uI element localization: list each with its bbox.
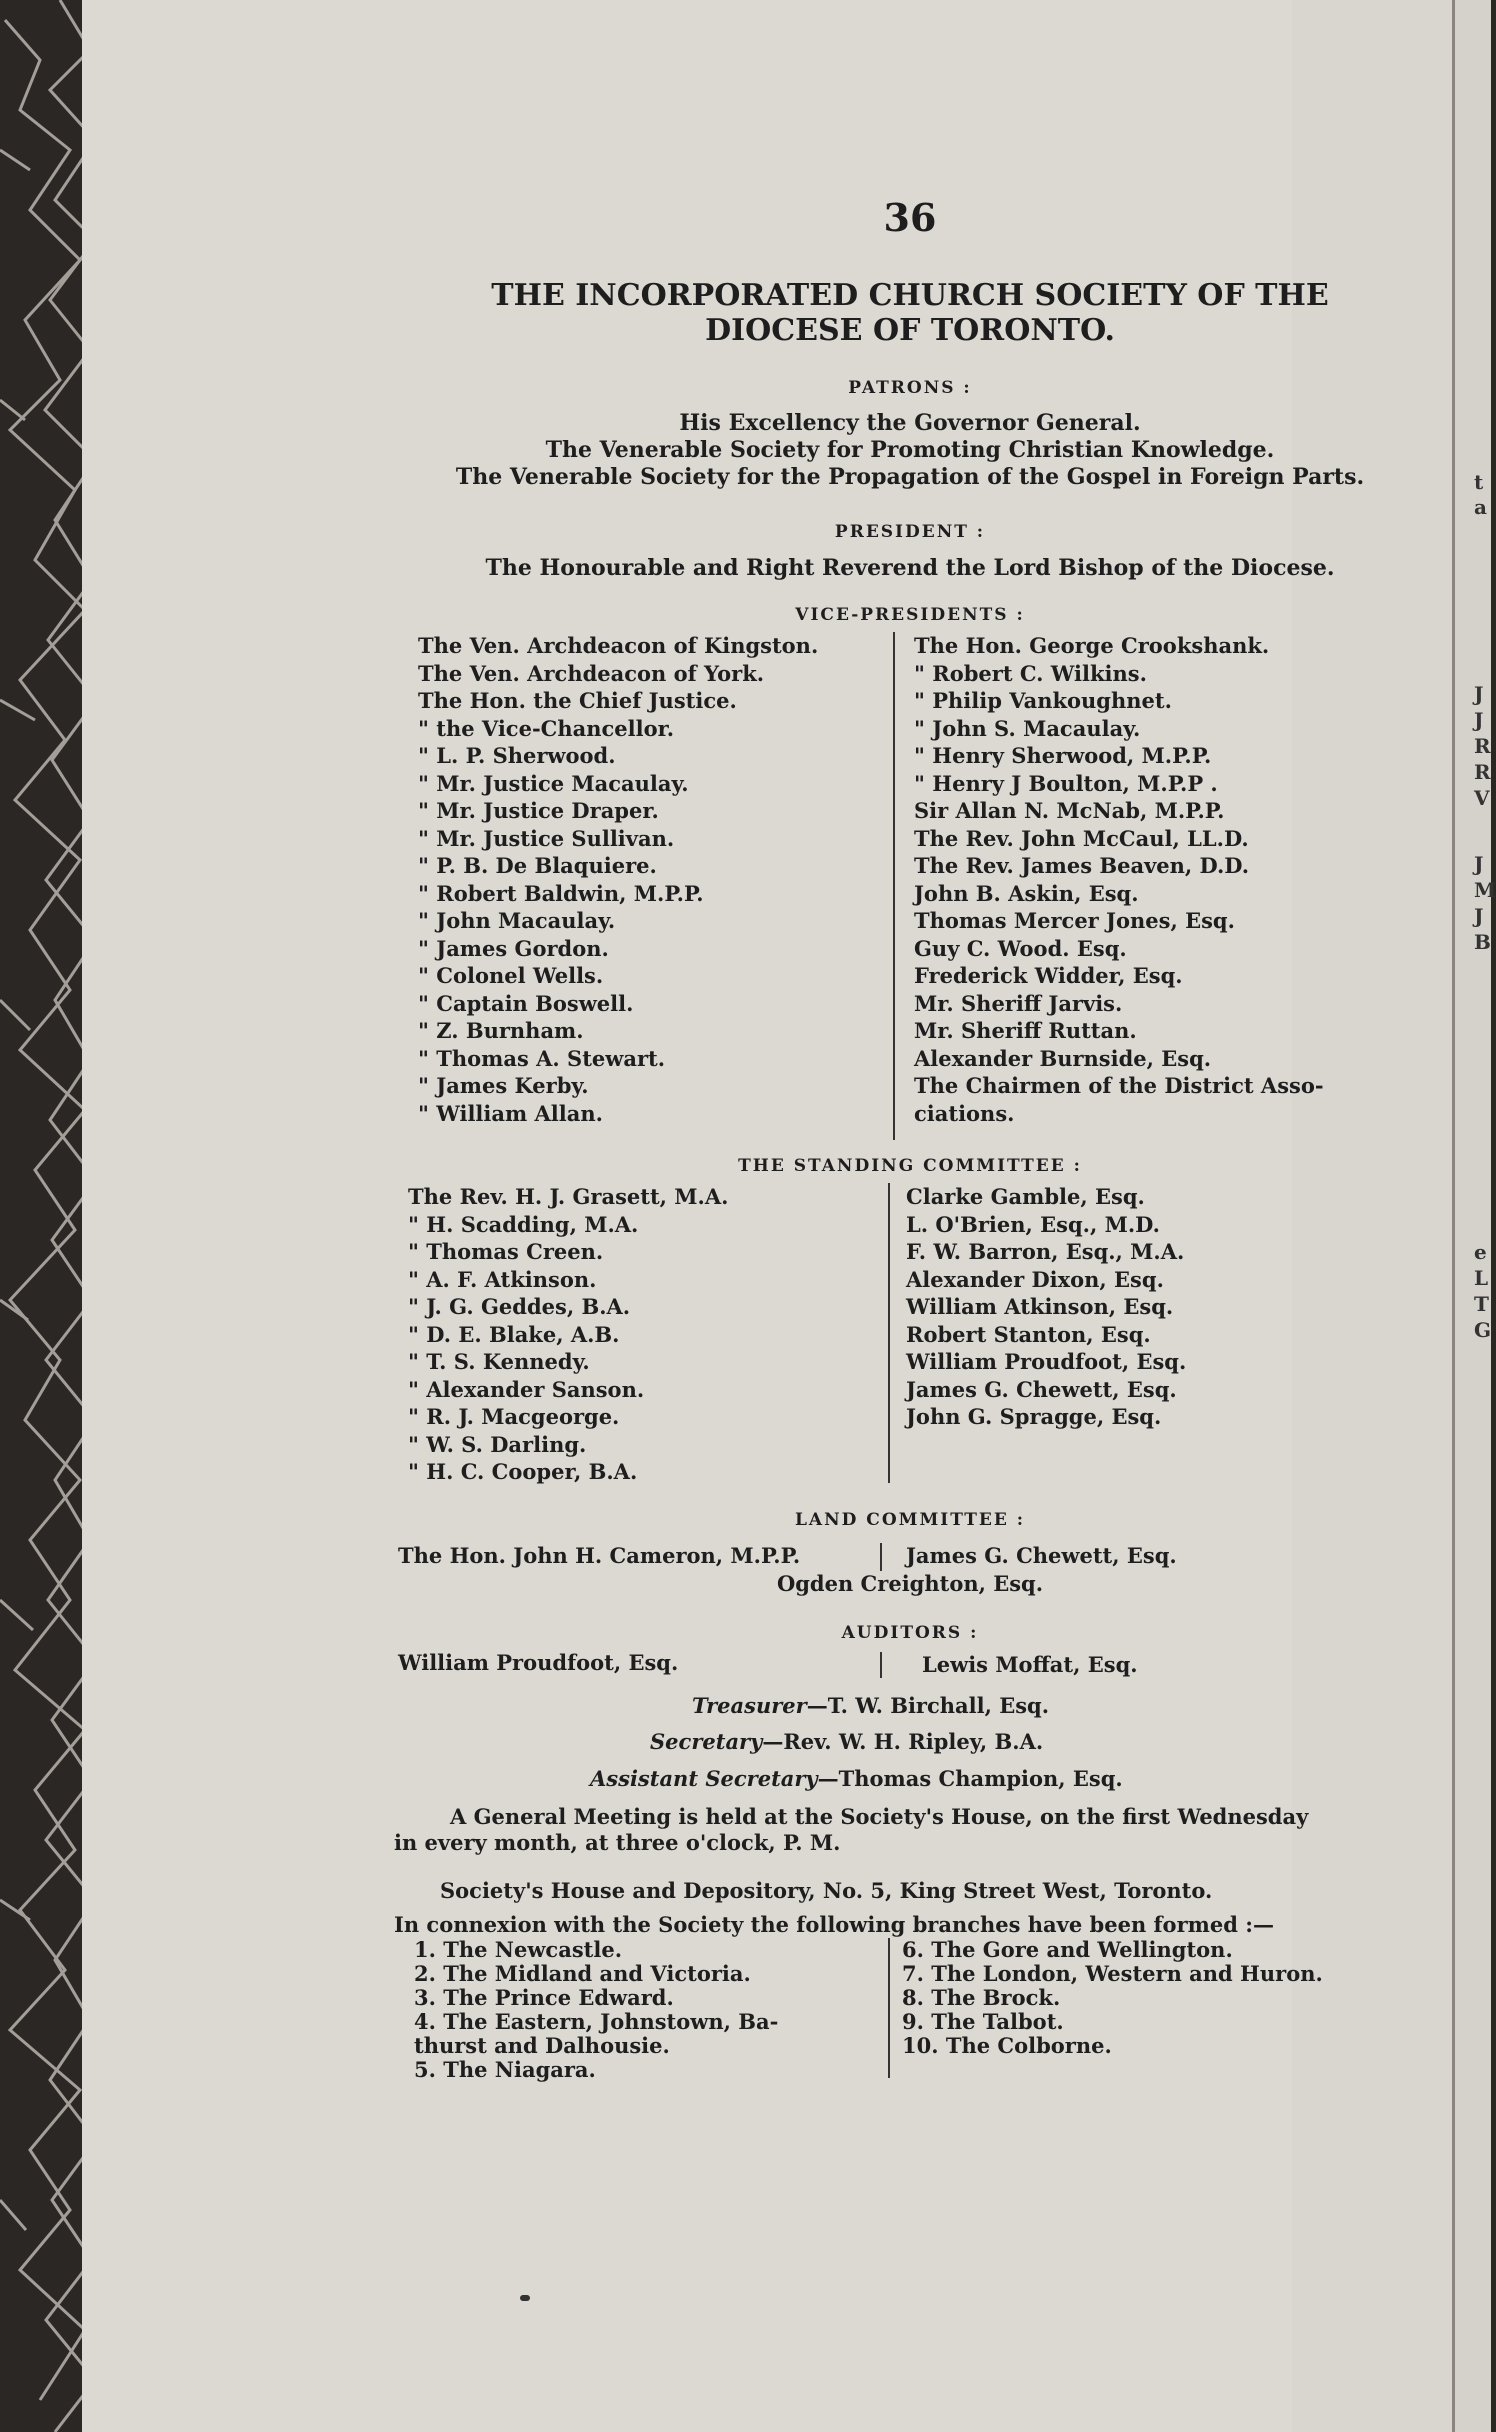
treasurer-label: Treasurer [692,1693,807,1718]
vice-president: Alexander Burnside, Esq. [914,1045,1212,1071]
vice-president: Mr. Sheriff Ruttan. [914,1018,1137,1043]
branches-left [414,1938,778,2082]
vice-president: " Mr. Justice Sullivan. [418,825,675,851]
branch-item: 10. The Colborne. [902,2033,1112,2058]
facing-fragment: J [1474,682,1484,706]
vice-president: " James Kerby. [418,1073,589,1098]
vice-president: " John S. Macaulay. [914,715,1141,741]
facing-fragment: a [1474,495,1487,519]
branch-item: 7. The London, Western and Huron. [902,1961,1323,1986]
president-heading: PRESIDENT : [834,522,986,542]
branch-item: 4. The Eastern, Johnstown, Ba- [414,2009,779,2034]
branch-item: 1. The Newcastle. [414,1937,623,1962]
meeting-notice-line-2: in every month, at three o'clock, P. M. [394,1830,841,1855]
secretary-label: Secretary [650,1729,763,1754]
committee-member: James G. Chewett, Esq. [906,1376,1177,1402]
committee-member: John G. Spragge, Esq. [906,1404,1162,1429]
meeting-notice-line-1: A General Meeting is held at the Society's House, on the first Wednesday [450,1804,1309,1829]
committee-member: " Thomas Creen. [408,1239,604,1264]
facing-fragment: J [1474,852,1484,876]
vice-president: " John Macaulay. [418,908,616,933]
branch-item: 3. The Prince Edward. [414,1985,674,2010]
committee-member: " R. J. Macgeorge. [408,1404,620,1429]
branch-item: 9. The Talbot. [902,2009,1064,2034]
branch-item: 2. The Midland and Victoria. [414,1961,751,1986]
vice-president: " Robert C. Wilkins. [914,660,1147,686]
page-number: 36 [883,195,937,240]
vice-president: " L. P. Sherwood. [418,743,616,768]
patron-item: The Venerable Society for the Propagation of the Gospel in Foreign Parts. [455,464,1365,490]
assistant-secretary-label: Assistant Secretary [590,1766,818,1791]
committee-member: Alexander Dixon, Esq. [906,1266,1164,1292]
vice-president: The Ven. Archdeacon of Kingston. [418,633,819,658]
committee-member: " D. E. Blake, A.B. [408,1321,620,1347]
vice-president: Thomas Mercer Jones, Esq. [914,908,1235,933]
land-committee-right: James G. Chewett, Esq. [906,1543,1177,1568]
vice-president: " Thomas A. Stewart. [418,1045,666,1071]
facing-fragment: T [1474,1292,1489,1316]
committee-member: " T. S. Kennedy. [408,1349,590,1374]
committee-member: L. O'Brien, Esq., M.D. [906,1211,1160,1237]
facing-fragment: L [1474,1266,1489,1290]
vice-president: Sir Allan N. McNab, M.P.P. [914,798,1225,823]
vice-president: " James Gordon. [418,935,609,961]
auditor-right: Lewis Moffat, Esq. [922,1652,1138,1677]
land-committee-left: The Hon. John H. Cameron, M.P.P. [398,1543,801,1568]
vice-presidents-heading: VICE-PRESIDENTS : [795,605,1025,625]
facing-fragment: J [1474,708,1484,732]
assistant-secretary-line [590,1766,1123,1791]
committee-member: " A. F. Atkinson. [408,1266,597,1292]
facing-fragment: R [1474,734,1491,758]
standing-committee-right [906,1183,1186,1431]
land-committee-center: Ogden Creighton, Esq. [776,1571,1044,1596]
facing-fragment: M [1474,878,1496,902]
title-line-2: DIOCESE OF TORONTO. [705,313,1115,348]
vice-presidents-left [418,632,818,1127]
vice-president: " Mr. Justice Draper. [418,798,659,823]
column-rule [888,1183,890,1483]
facing-fragment: G [1474,1318,1492,1342]
patron-item: His Excellency the Governor General. [679,410,1141,436]
vice-president: The Ven. Archdeacon of York. [418,660,765,686]
branch-item: 6. The Gore and Wellington. [902,1937,1233,1962]
title-line-1: THE INCORPORATED CHURCH SOCIETY OF THE [491,278,1329,313]
vice-president: The Rev. John McCaul, LL.D. [914,825,1249,851]
secretary-line [650,1729,1043,1754]
standing-committee-left [408,1183,728,1486]
treasurer-line [692,1693,1049,1718]
vice-president: " Henry Sherwood, M.P.P. [914,743,1212,768]
treasurer-name: —T. W. Birchall, Esq. [806,1693,1050,1718]
column-rule [880,1652,882,1678]
president-name: The Honourable and Right Reverend the Lord Bishop of the Diocese. [485,555,1335,581]
vice-president: The Hon. George Crookshank. [914,633,1270,658]
land-committee-heading: LAND COMMITTEE : [794,1510,1026,1530]
branches-intro: In connexion with the Society the following branches have been formed :— [394,1912,1274,1937]
vice-president: " Z. Burnham. [418,1018,584,1043]
vice-president: The Chairmen of the District Asso- [914,1073,1324,1098]
vice-president: John B. Askin, Esq. [914,880,1139,906]
depository-address: Society's House and Depository, No. 5, King Street West, Toronto. [440,1878,1213,1903]
auditors-heading: AUDITORS : [841,1623,979,1643]
facing-fragment: J [1474,904,1484,928]
facing-page-edge [1452,0,1491,2432]
committee-member: William Proudfoot, Esq. [906,1349,1187,1374]
vice-president: " the Vice-Chancellor. [418,715,675,741]
facing-fragment: V [1474,786,1490,810]
facing-fragment: t [1474,470,1484,494]
vice-presidents-right [914,632,1324,1127]
facing-fragment: e [1474,1240,1487,1264]
committee-member: " W. S. Darling. [408,1431,587,1457]
vice-president: " Mr. Justice Macaulay. [418,770,689,796]
vice-president: Guy C. Wood. Esq. [914,935,1127,961]
patrons-heading: PATRONS : [848,378,972,398]
assistant-secretary-name: —Thomas Champion, Esq. [817,1766,1123,1791]
committee-member: Robert Stanton, Esq. [906,1321,1151,1347]
committee-member: F. W. Barron, Esq., M.A. [906,1239,1185,1264]
committee-member: " J. G. Geddes, B.A. [408,1294,631,1319]
branch-item: 8. The Brock. [902,1985,1061,2010]
secretary-name: —Rev. W. H. Ripley, B.A. [762,1729,1044,1754]
auditor-left: William Proudfoot, Esq. [398,1650,679,1675]
committee-member: William Atkinson, Esq. [906,1294,1174,1319]
vice-president: Frederick Widder, Esq. [914,963,1183,988]
vice-president: " Robert Baldwin, M.P.P. [418,880,704,906]
branch-item: thurst and Dalhousie. [414,2033,670,2058]
vice-president: The Hon. the Chief Justice. [418,688,737,713]
vice-president: Mr. Sheriff Jarvis. [914,990,1123,1016]
committee-member: Clarke Gamble, Esq. [906,1184,1145,1209]
vice-president: ciations. [914,1100,1015,1126]
vice-president: " Philip Vankoughnet. [914,688,1172,713]
vice-president: " Captain Boswell. [418,990,634,1016]
facing-fragment: B [1474,930,1491,954]
ink-mark [520,2295,530,2301]
vice-president: " P. B. De Blaquiere. [418,853,657,878]
column-rule [880,1543,882,1571]
branches-right [902,1938,1323,2058]
vice-president: " Colonel Wells. [418,963,604,988]
committee-member: " H. Scadding, M.A. [408,1211,639,1237]
patron-item: The Venerable Society for Promoting Christian Knowledge. [545,437,1275,463]
committee-member: " Alexander Sanson. [408,1376,645,1402]
committee-member: " H. C. Cooper, B.A. [408,1459,638,1484]
column-rule [893,632,895,1140]
vice-president: " Henry J Boulton, M.P.P . [914,770,1218,796]
committee-member: The Rev. H. J. Grasett, M.A. [408,1184,729,1209]
branch-item: 5. The Niagara. [414,2057,596,2082]
facing-fragment: R [1474,760,1491,784]
vice-president: " William Allan. [418,1100,603,1126]
standing-committee-heading: THE STANDING COMMITTEE : [738,1156,1082,1176]
vice-president: The Rev. James Beaven, D.D. [914,853,1250,878]
column-rule [888,1938,890,2078]
